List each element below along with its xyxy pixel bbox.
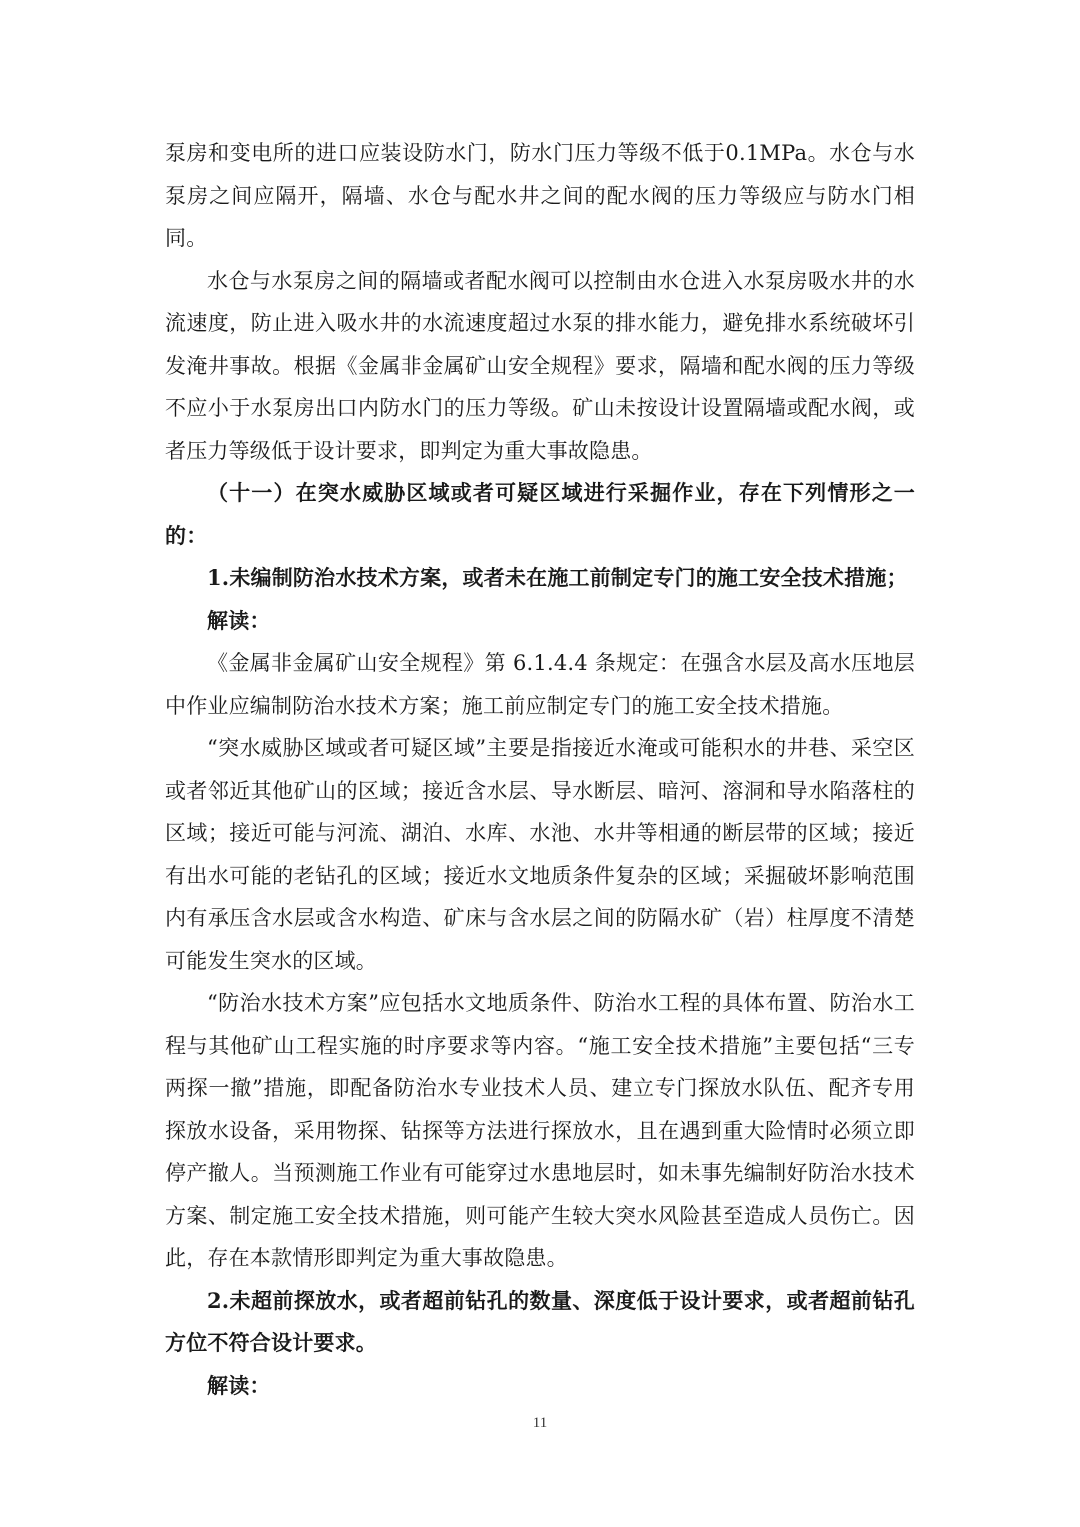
- interpretation-label-1: 解读：: [207, 607, 271, 633]
- paragraph-threat-area-definition: “突水威胁区域或者可疑区域”主要是指接近水淹或可能积水的井巷、采空区或者邻近其他矿山的区域；接近含水层、导水断层、暗河、溶洞和导水陷落柱的区域；接近可能与河流、湖泊、水库、水池、水井等相通的断层带的区域；接近有出水可能的老钻孔的区域；接近水文地质条件复杂的区域；采掘破坏影响范围内有承压含水层或含水构造、矿床与含水层之间的防隔水矿（岩）柱厚度不清楚可能发生突水的区域。: [165, 736, 915, 973]
- item-heading-1: 1.未编制防治水技术方案，或者未在施工前制定专门的施工安全技术措施；: [207, 565, 908, 590]
- interpretation-label-2: 解读：: [207, 1372, 271, 1398]
- paragraph-partition-wall: 水仓与水泵房之间的隔墙或者配水阀可以控制由水仓进入水泵房吸水井的水流速度，防止进入吸水井的水流速度超过水泵的排水能力，避免排水系统破坏引发淹井事故。根据《金属非金属矿山安全规程》要求，隔墙和配水阀的压力等级不应小于水泵房出口内防水门的压力等级。矿山未按设计设置隔墙或配水阀，或者压力等级低于设计要求，即判定为重大事故隐患。: [165, 268, 915, 463]
- paragraph-technical-plan: “防治水技术方案”应包括水文地质条件、防治水工程的具体布置、防治水工程与其他矿山工程实施的时序要求等内容。“施工安全技术措施”主要包括“三专两探一撤”措施，即配备防治水专业技术人员、建立专门探放水队伍、配齐专用探放水设备，采用物探、钻探等方法进行探放水，且在遇到重大险情时必须立即停产撤人。当预测施工作业有可能穿过水患地层时，如未事先编制好防治水技术方案、制定施工安全技术措施，则可能产生较大突水风险甚至造成人员伤亡。因此，存在本款情形即判定为重大事故隐患。: [165, 991, 915, 1270]
- paragraph-regulation-6144: 《金属非金属矿山安全规程》第 6.1.4.4 条规定：在强含水层及高水压地层中作业应编制防治水技术方案；施工前应制定专门的施工安全技术措施。: [165, 651, 915, 718]
- item-heading-2: 2.未超前探放水，或者超前钻孔的数量、深度低于设计要求，或者超前钻孔方位不符合设计要求。: [165, 1287, 915, 1355]
- paragraph-pump-room-door: 泵房和变电所的进口应装设防水门，防水门压力等级不低于0.1MPa。水仓与水泵房之间应隔开，隔墙、水仓与配水井之间的配水阀的压力等级应与防水门相同。: [165, 141, 915, 250]
- document-body: [165, 132, 915, 1407]
- page-number: 11: [532, 1415, 548, 1431]
- section-heading-eleven: （十一）在突水威胁区域或者可疑区域进行采掘作业，存在下列情形之一的：: [165, 480, 915, 548]
